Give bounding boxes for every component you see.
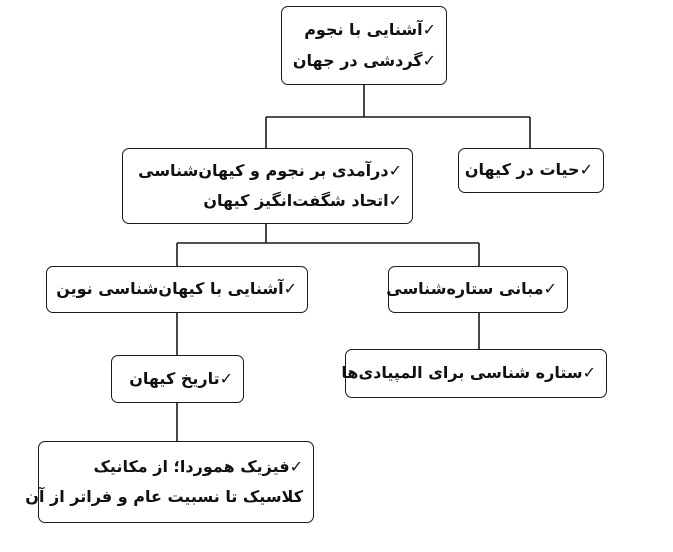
node-basics-line-1: ✓مبانی ستاره‌شناسی xyxy=(386,279,557,299)
node-root-line-1: ✓آشنایی با نجوم xyxy=(304,20,436,40)
node-modern-line-1: ✓آشنایی با کیهان‌شناسی نوین xyxy=(56,279,297,299)
node-intro-line-1: ✓درآمدی بر نجوم و کیهان‌شناسی xyxy=(138,160,402,180)
node-universe-history xyxy=(111,355,244,403)
node-history-line-1: ✓تاریخ کیهان xyxy=(129,368,233,388)
node-intro-line-2: ✓اتحاد شگفت‌انگیز کیهان xyxy=(203,191,402,210)
node-olympiad-line-1: ✓ستاره شناسی برای المپیادی‌ها xyxy=(341,363,596,383)
node-life-line-1: ✓حیات در کیهان xyxy=(464,160,593,180)
node-physics-line-1: ✓فیزیک هموردا؛ از مکانیک xyxy=(93,456,303,476)
node-life-in-universe xyxy=(458,148,604,193)
node-root-line-2: ✓گردشی در جهان xyxy=(292,50,436,70)
node-covariant-physics xyxy=(25,441,314,523)
node-modern-cosmology xyxy=(46,266,308,313)
node-root xyxy=(281,6,447,85)
node-astronomy-basics xyxy=(388,266,568,313)
node-intro-astronomy xyxy=(122,148,413,224)
node-olympiad-astronomy xyxy=(341,349,607,398)
node-physics-line-2: کلاسیک تا نسبیت عام و فراتر از آن xyxy=(25,487,303,506)
